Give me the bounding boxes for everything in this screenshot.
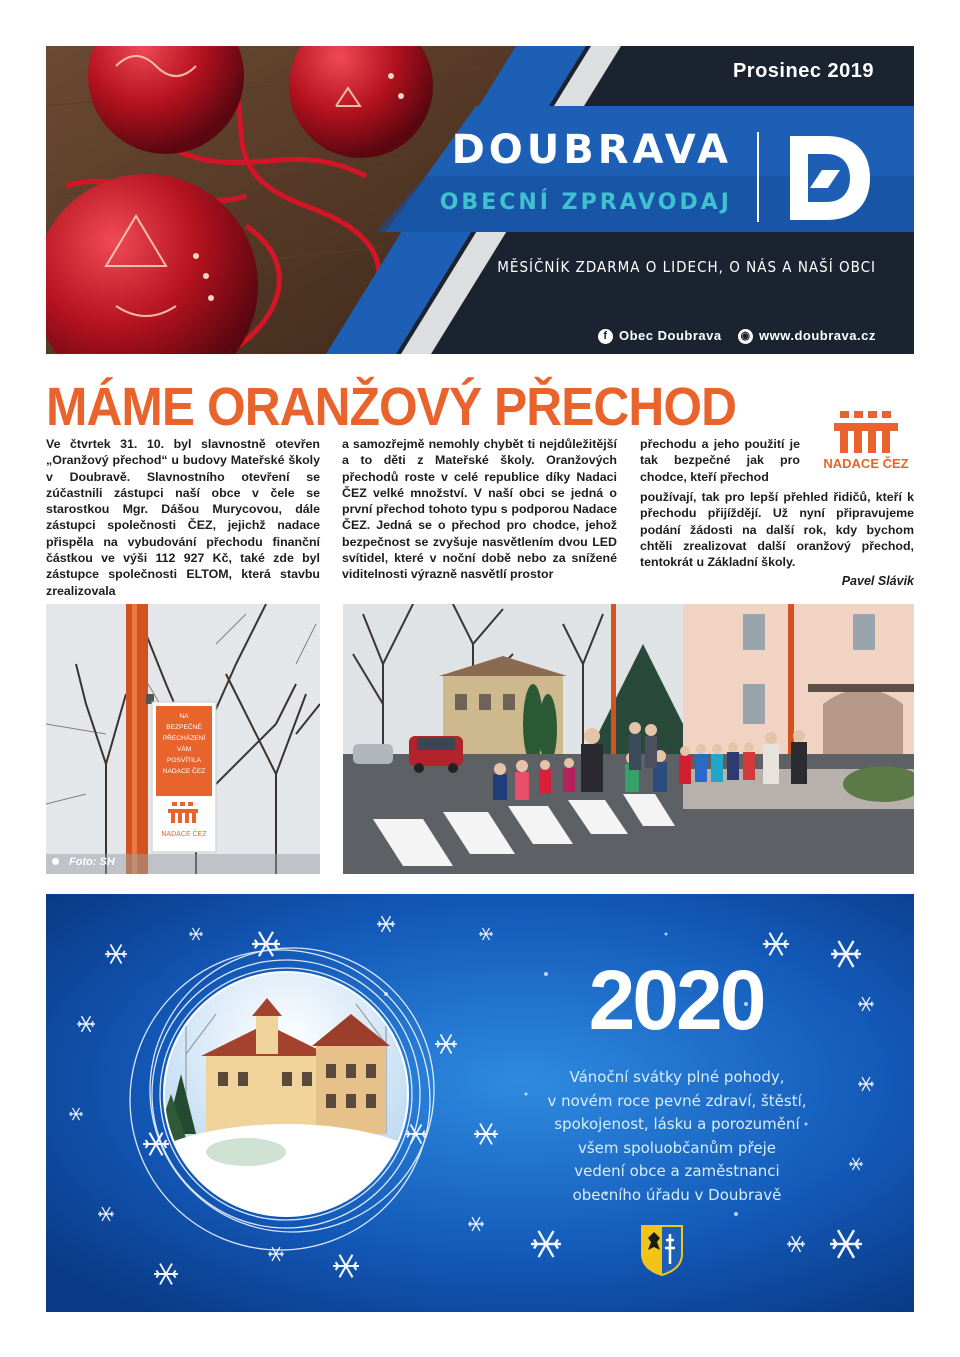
banner-line-3: PŘECHÁZENÍ: [162, 735, 206, 742]
greeting-message: [516, 1066, 838, 1207]
article-column-3-top: přechodu a jeho použití je tak bezpečné jak pro chodce, kteří přechod: [640, 437, 800, 484]
greeting-line-4: všem spoluobčanům přeje: [577, 1138, 776, 1157]
greeting-year: 2020: [588, 953, 764, 1047]
tagline: MĚSÍČNÍK ZDARMA O LIDECH, O NÁS A NAŠÍ OBCI: [497, 258, 876, 276]
masthead: [46, 46, 914, 354]
crossing-illustration: [343, 604, 914, 874]
lamp-post-banner-photo: [46, 604, 320, 874]
website-link[interactable]: [738, 328, 876, 344]
doubrava-d-logo: [782, 130, 874, 226]
title-divider: [757, 132, 759, 222]
lamp-post-illustration: [46, 604, 320, 874]
banner-line-5: POSVÍTILA: [166, 757, 202, 764]
greeting-line-5: vedení obce a zaměstnanci: [574, 1162, 780, 1180]
photo-caption: [52, 856, 115, 868]
facebook-label: Obec Doubrava: [619, 328, 722, 343]
crossing-opening-photo: [343, 604, 914, 874]
banner-line-6: NADACE ČEZ: [162, 768, 206, 775]
facebook-icon: f: [598, 329, 613, 344]
coat-of-arms-icon: [640, 1224, 684, 1276]
new-year-greeting: [46, 894, 914, 1312]
website-label: www.doubrava.cz: [759, 328, 876, 343]
issue-date: Prosinec 2019: [732, 60, 874, 82]
caption-bullet-icon: [52, 858, 59, 865]
globe-icon: ◉: [738, 329, 753, 344]
banner-line-1: NA: [179, 713, 189, 720]
banner-line-2: BEZPEČNÉ: [166, 724, 202, 731]
article-author: Pavel Slávik: [841, 574, 914, 588]
caption-text: Foto: SH: [69, 856, 115, 868]
greeting-line-6: obecního úřadu v Doubravě: [572, 1185, 782, 1204]
banner-line-4: VÁM: [176, 746, 192, 753]
sponsor-name: NADACE ČEZ: [823, 456, 909, 471]
facebook-link[interactable]: [598, 328, 722, 344]
newsletter-title: DOUBRAVA: [451, 127, 732, 173]
banner-sponsor: NADACE ČEZ: [161, 831, 207, 838]
article-column-2: a samozřejmě nemohly chybět ti nejdůležitější a to děti z Mateřské školy. Oranžových přechodů roste v celé republice díky Nadaci ČEZ velké množství. V naší obci se jedná o první přechod tohoto typu s podporou Nadace ČEZ. Jedná se o přechod pro chodce, jehož bezpečnost se zvyšuje nasvětlením dvou LED svítidel, které v noční době nebo za snížené viditelnosti výrazně nasvětlí prostor: [342, 437, 617, 582]
article-headline: MÁME ORANŽOVÝ PŘECHOD: [46, 377, 737, 437]
article-column-1: Ve čtvrtek 31. 10. byl slavnostně otevřen „Oranžový přechod“ u budovy Mateřské školy v Doubravě. Slavnostního otevření se zúčastnili zástupci naší obce v čele se starostkou Mgr. Dášou Murycovou, dále zástupci společnosti ČEZ, jejichž nadace přispěla na vybudování přechodu finanční částkou ve výši 112 927 Kč, také zde byl zástupce společnosti ELTOM, která stavbu zrealizovala: [46, 437, 320, 598]
newsletter-subtitle: OBECNÍ ZPRAVODAJ: [439, 190, 732, 215]
article-column-3: používají, tak pro lepší přehled řidičů, kteří k přechodu přijíždějí. Už nyní připravujeme podání žádosti na další rok, kdy bychom chtěli zrealizovat další oranžový přechod, tentokrát u Základní školy.: [640, 490, 914, 570]
greeting-line-3: spokojenost, lásku a porozumění: [554, 1115, 800, 1133]
greeting-line-1: Vánoční svátky plné pohody,: [569, 1068, 785, 1086]
greeting-line-2: v novém roce pevné zdraví, štěstí,: [547, 1091, 807, 1110]
